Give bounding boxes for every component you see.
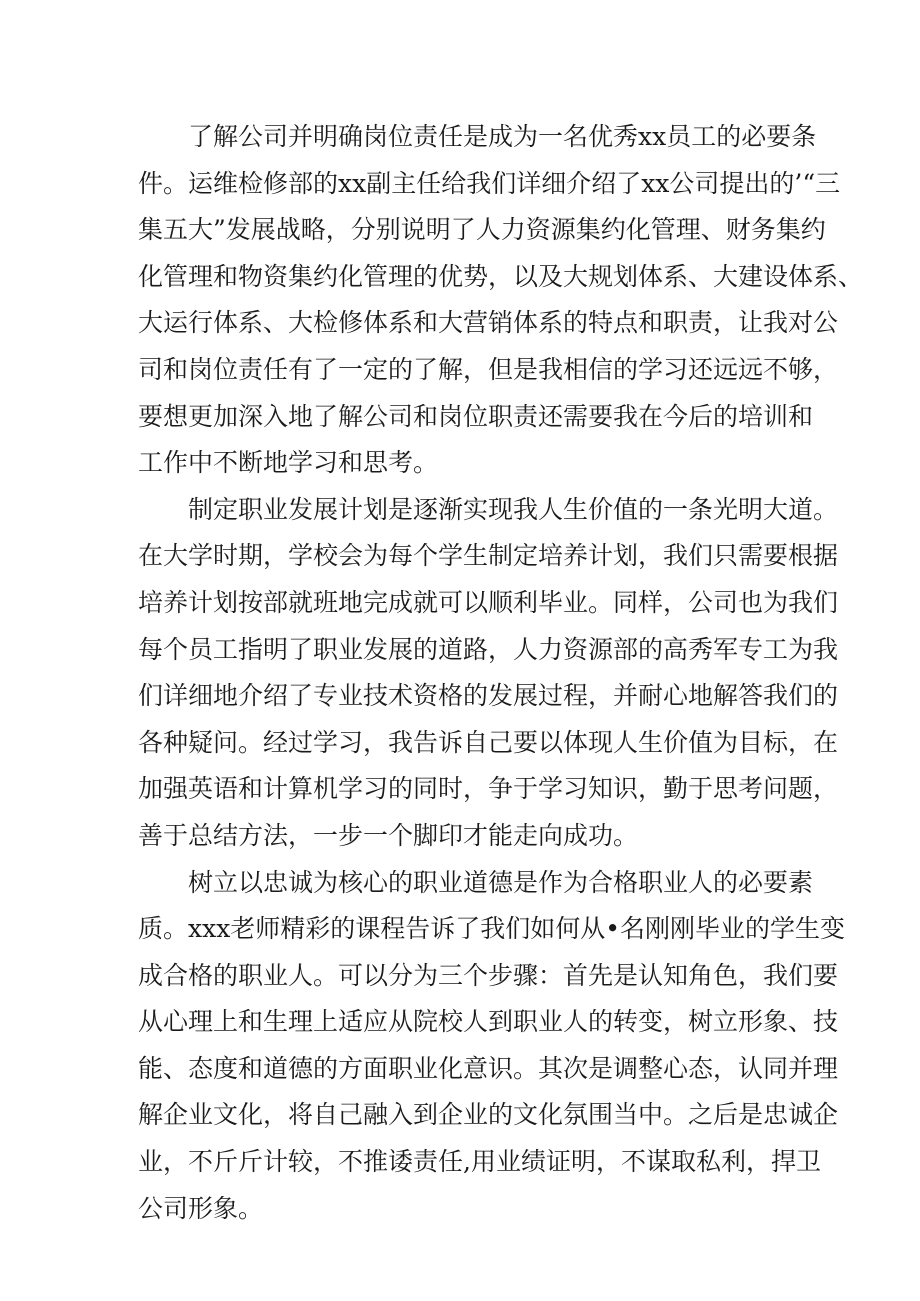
text-line: 质。xxx老师精彩的课程告诉了我们如何从•名刚刚毕业的学生变	[138, 914, 846, 944]
text-line: 要想更加深入地了解公司和岗位职责还需要我在今后的培训和	[138, 401, 814, 431]
text-line: 集五大”发展战略，分别说明了人力资源集约化管理、财务集约	[138, 215, 826, 245]
text-line: 业，不斤斤计较，不推诿责任,用业绩证明，不谋取私利，捍卫	[138, 1147, 821, 1177]
text-line: 各种疑问。经过学习，我告诉自己要以体现人生价值为目标，在	[138, 727, 839, 757]
paragraph-career-plan	[138, 487, 839, 860]
text-line: 能、态度和道德的方面职业化意识。其次是调整心态，认同并理	[138, 1053, 839, 1083]
text-line: 化管理和物资集约化管理的优势，以及大规划体系、大建设体系、	[138, 261, 864, 291]
document-body	[138, 114, 864, 1232]
text-line: 在大学时期，学校会为每个学生制定培养计划，我们只需要根据	[138, 541, 839, 571]
text-line: 了解公司并明确岗位责任是成为一名优秀xx员工的必要条	[188, 122, 817, 151]
text-line: 公司形象。	[138, 1193, 264, 1223]
text-line: 司和岗位责任有了一定的了解，但是我相信的学习还远远不够，	[138, 354, 839, 384]
text-line: 工作中不断地学习和思考。	[138, 448, 439, 478]
text-line: 从心理上和生理上适应从院校人到职业人的转变，树立形象、技	[138, 1007, 839, 1037]
text-line: 树立以忠诚为核心的职业道德是作为合格职业人的必要素	[188, 867, 814, 897]
text-line: 培养计划按部就班地完成就可以顺利毕业。同样，公司也为我们	[138, 587, 839, 617]
text-line: 善于总结方法，一步一个脚印才能走向成功。	[138, 820, 639, 850]
text-line: 每个员工指明了职业发展的道路，人力资源部的高秀军专工为我	[138, 634, 839, 664]
text-line: 成合格的职业人。可以分为三个步骤：首先是认知角色，我们要	[138, 960, 839, 990]
text-line: 们详细地介绍了专业技术资格的发展过程，并耐心地解答我们的	[138, 681, 839, 711]
text-line: 大运行体系、大检修体系和大营销体系的特点和职责，让我对公	[138, 308, 839, 338]
paragraph-professional-ethics	[138, 860, 846, 1233]
text-line: 加强英语和计算机学习的同时，争于学习知识，勤于思考问题，	[138, 774, 839, 804]
paragraph-company-responsibility	[138, 114, 864, 487]
text-line: 件。运维检修部的xx副主任给我们详细介绍了xx公司提出的’“三	[138, 168, 841, 198]
text-line: 制定职业发展计划是逐渐实现我人生价值的一条光明大道。	[188, 494, 839, 524]
text-line: 解企业文化，将自己融入到企业的文化氛围当中。之后是忠诚企	[138, 1100, 839, 1130]
